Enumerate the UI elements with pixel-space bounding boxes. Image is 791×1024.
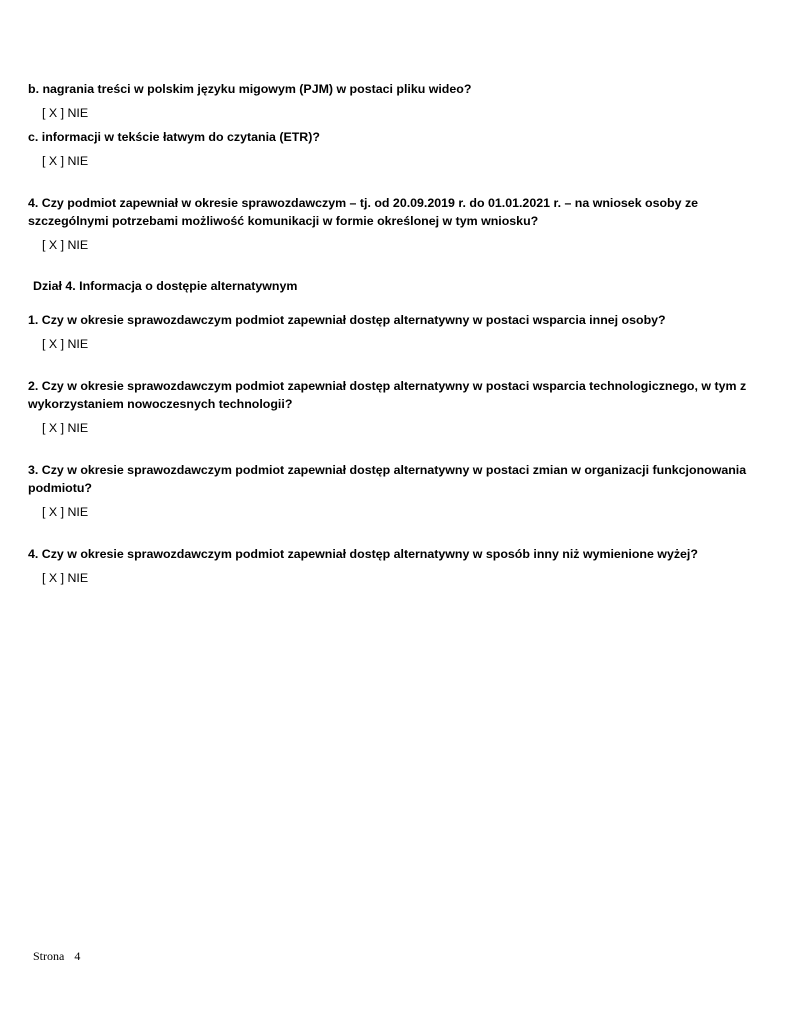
question-alt-other: 4. Czy w okresie sprawozdawczym podmiot zapewniał dostęp alternatywny w sposób inny niż wymienione wyżej? [28, 547, 698, 561]
question-alt-person-support: 1. Czy w okresie sprawozdawczym podmiot zapewniał dostęp alternatywny w postaci wsparcia innej osoby? [28, 313, 666, 327]
answer-pjm-video: [ X ] NIE [42, 106, 89, 120]
question-alt-organization-changes: 3. Czy w okresie sprawozdawczym podmiot zapewniał dostęp alternatywny w postaci zmian w organizacji funkcjonowania podmiotu? [28, 463, 747, 495]
answer-alt-organization-changes: [ X ] NIE [42, 505, 89, 519]
page-footer-label: Strona [33, 949, 65, 963]
question-pjm-video: b. nagrania treści w polskim języku migowym (PJM) w postaci pliku wideo? [28, 82, 472, 96]
answer-communication-request: [ X ] NIE [42, 238, 89, 252]
question-alt-tech-support: 2. Czy w okresie sprawozdawczym podmiot zapewniał dostęp alternatywny w postaci wsparcia technologicznego, w tym z wykorzystaniem nowoczesnych technologii? [28, 379, 747, 411]
section-4-title: Dział 4. Informacja o dostępie alternatywnym [33, 279, 298, 293]
question-etr-text: c. informacji w tekście łatwym do czytania (ETR)? [28, 130, 320, 144]
answer-alt-tech-support: [ X ] NIE [42, 421, 89, 435]
answer-etr-text: [ X ] NIE [42, 154, 89, 168]
page-footer [33, 948, 80, 964]
page-number: 4 [74, 949, 81, 963]
answer-alt-person-support: [ X ] NIE [42, 337, 89, 351]
question-communication-request: 4. Czy podmiot zapewniał w okresie sprawozdawczym – tj. od 20.09.2019 r. do 01.01.2021 r. – na wniosek osoby ze szczególnymi potrzebami możliwość komunikacji w formie określonej w tym wniosku? [28, 196, 699, 228]
answer-alt-other: [ X ] NIE [42, 571, 89, 585]
